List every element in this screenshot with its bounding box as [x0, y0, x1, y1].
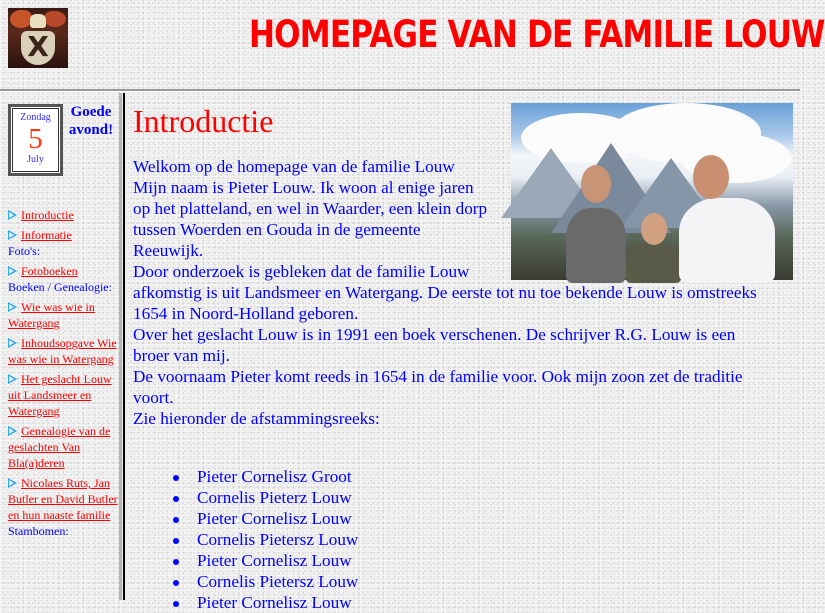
crest-plume-left	[10, 10, 32, 28]
intro-line: voort.	[133, 388, 174, 407]
nav-link[interactable]: Het geslacht Louw uit Landsmeer en Watergang	[8, 372, 112, 418]
intro-line: Door onderzoek is gebleken dat de familie Louw	[133, 262, 470, 281]
sidebar	[0, 93, 120, 600]
nav-heading-fotos: Foto's:	[8, 244, 41, 258]
crest-helmet	[30, 14, 46, 28]
calendar-weekday: Zondag	[20, 112, 51, 123]
triangle-arrow-icon	[8, 426, 17, 436]
nav-link[interactable]: Wie was wie in Watergang	[8, 300, 95, 330]
calendar-widget	[8, 104, 63, 176]
intro-line: Zie hieronder de afstammingsreeks:	[133, 409, 380, 428]
sidebar-item-informatie[interactable]	[8, 227, 118, 243]
nav-link[interactable]: Fotoboeken	[21, 264, 78, 278]
greeting-text: Goede avond!	[68, 104, 114, 138]
list-item: Cornelis Pietersz Louw	[133, 571, 358, 592]
sidebar-nav	[8, 207, 118, 543]
nav-link[interactable]: Informatie	[21, 228, 72, 242]
list-item: Cornelis Pieterz Louw	[133, 487, 358, 508]
sidebar-item-introductie[interactable]	[8, 207, 118, 223]
sidebar-divider-light	[119, 93, 122, 600]
triangle-arrow-icon	[8, 478, 17, 488]
triangle-arrow-icon	[8, 374, 17, 384]
intro-line: Reeuwijk.	[133, 241, 204, 260]
intro-line: 1654 in Noord-Holland geboren.	[133, 304, 359, 323]
intro-text	[133, 156, 793, 429]
sidebar-item-wie-was-wie[interactable]	[8, 299, 118, 331]
list-item: Cornelis Pietersz Louw	[133, 529, 358, 550]
intro-line: broer van mij.	[133, 346, 230, 365]
site-title: HOMEPAGE VAN DE FAMILIE LOUW	[249, 13, 825, 56]
sidebar-divider-dark	[123, 93, 125, 600]
list-item: Pieter Cornelisz Groot	[133, 466, 358, 487]
nav-link[interactable]: Genealogie van de geslachten Van Bla(a)deren	[8, 424, 111, 470]
nav-heading-boeken-genealogie: Boeken / Genealogie:	[8, 280, 112, 294]
page-header	[0, 0, 825, 88]
nav-link[interactable]: Nicolaes Ruts, Jan Butler en David Butler en hun naaste familie	[8, 476, 118, 522]
family-crest-icon	[8, 8, 68, 68]
intro-line: op het platteland, en wel in Waarder, een klein dorp	[133, 199, 488, 218]
triangle-arrow-icon	[8, 302, 17, 312]
sidebar-item-inhoudsopgave[interactable]	[8, 335, 118, 367]
header-divider	[0, 89, 800, 92]
intro-line: De voornaam Pieter komt reeds in 1654 in de familie voor. Ook mijn zoon zet de traditie	[133, 367, 743, 386]
sidebar-item-fotoboeken[interactable]	[8, 263, 118, 279]
triangle-arrow-icon	[8, 338, 17, 348]
sidebar-item-ruts-butler[interactable]	[8, 475, 118, 523]
intro-line: afkomstig is uit Landsmeer en Watergang. De eerste tot nu toe bekende Louw is omstreeks	[133, 283, 757, 302]
nav-link[interactable]: Introductie	[21, 208, 74, 222]
crest-plume-right	[44, 11, 66, 27]
list-item: Pieter Cornelisz Louw	[133, 508, 358, 529]
nav-heading-stambomen: Stambomen:	[8, 524, 69, 538]
triangle-arrow-icon	[8, 266, 17, 276]
calendar-month: July	[27, 154, 44, 165]
list-item: Pieter Cornelisz Louw	[133, 550, 358, 571]
list-item: Pieter Cornelisz Louw	[133, 592, 358, 613]
crest-x-icon: X	[27, 30, 49, 63]
intro-line: Welkom op de homepage van de familie Louw	[133, 157, 455, 176]
triangle-arrow-icon	[8, 230, 17, 240]
sidebar-item-geslacht-louw[interactable]	[8, 371, 118, 419]
calendar-day-number: 5	[28, 123, 43, 155]
main-content	[133, 93, 793, 612]
lineage-list	[133, 466, 358, 613]
crest-shield	[21, 31, 55, 65]
page-title: Introductie	[133, 103, 274, 139]
intro-line: tussen Woerden en Gouda in de gemeente	[133, 220, 421, 239]
sidebar-item-van-bladeren[interactable]	[8, 423, 118, 471]
intro-line: Mijn naam is Pieter Louw. Ik woon al enige jaren	[133, 178, 474, 197]
intro-line: Over het geslacht Louw is in 1991 een boek verschenen. De schrijver R.G. Louw is een	[133, 325, 736, 344]
nav-link[interactable]: Inhoudsopgave Wie was wie in Watergang	[8, 336, 117, 366]
triangle-arrow-icon	[8, 210, 17, 220]
